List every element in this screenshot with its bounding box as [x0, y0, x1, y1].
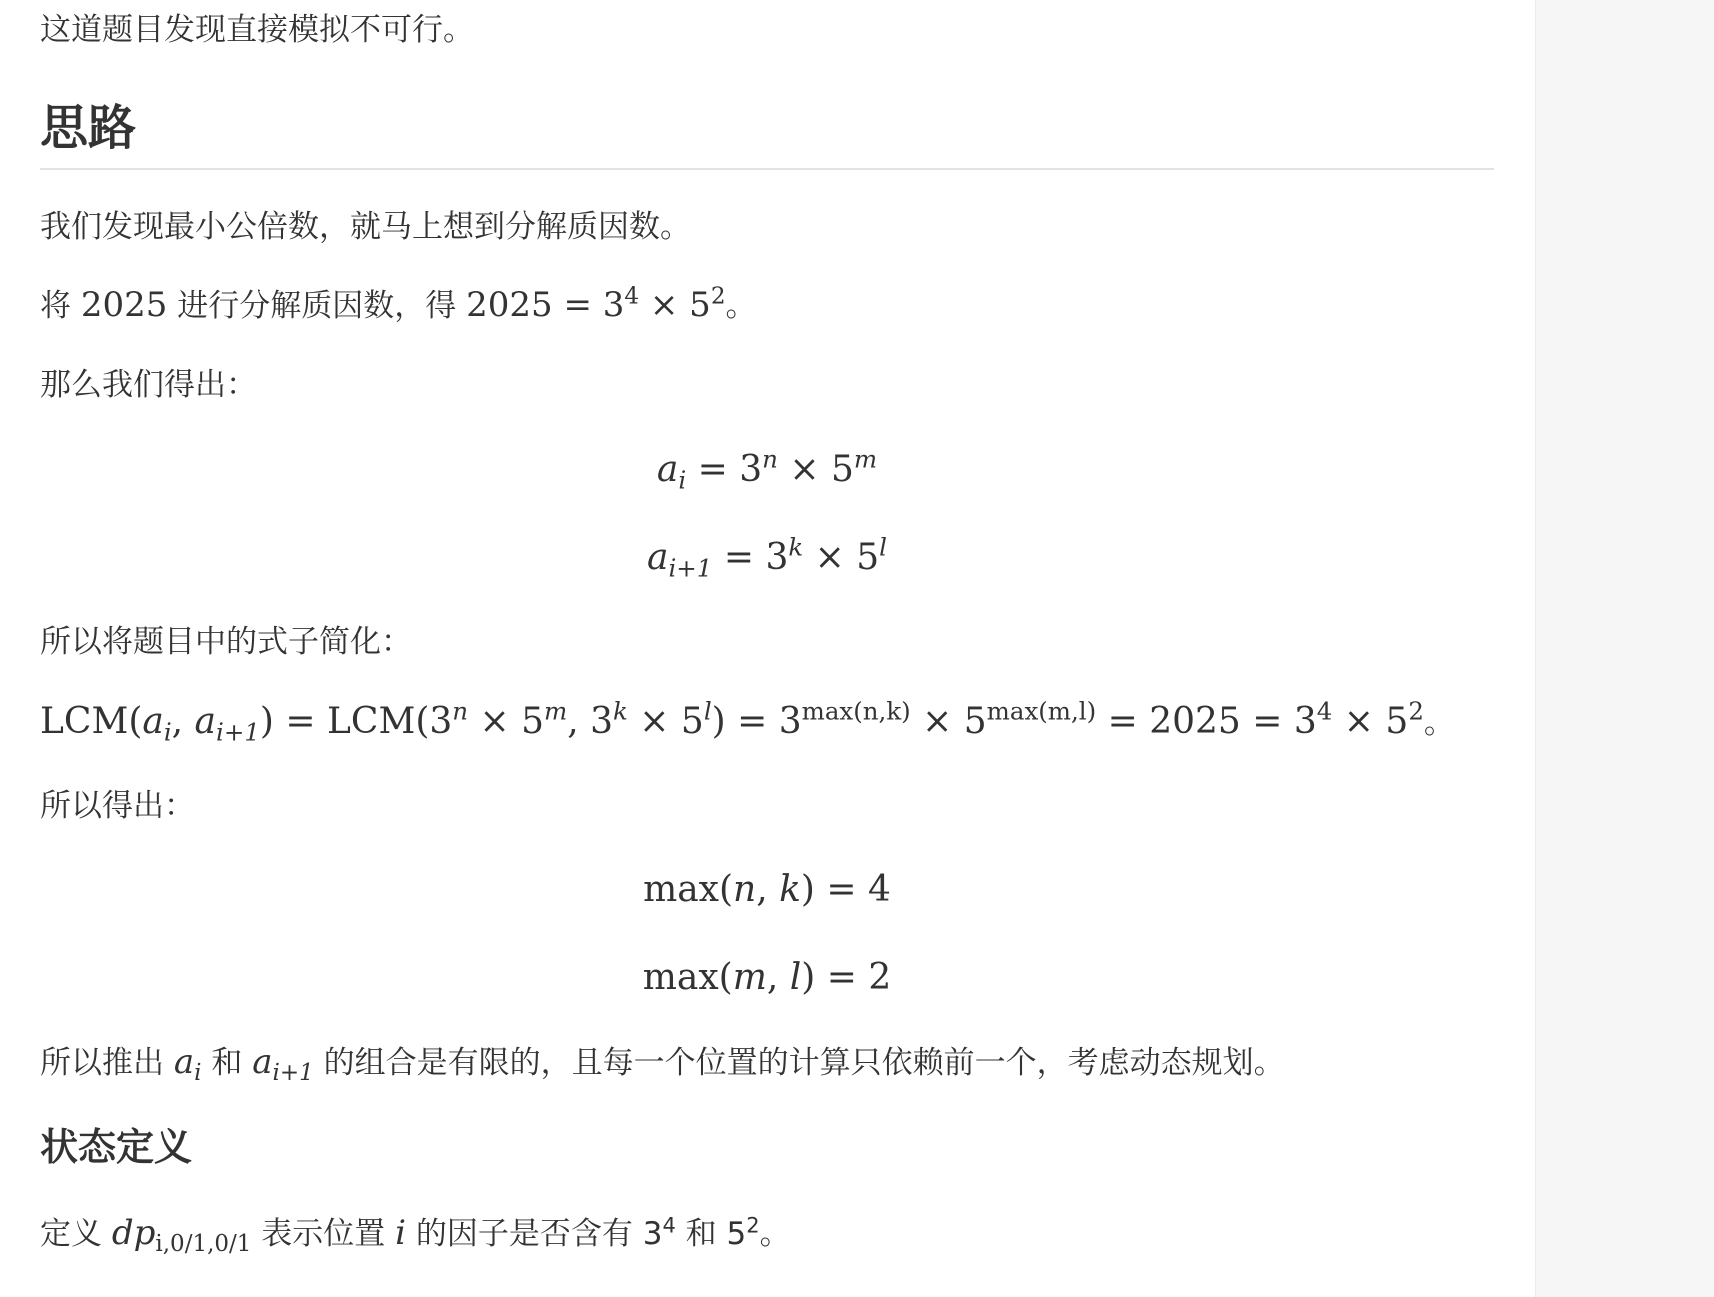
- intro-paragraph: [40, 10, 474, 50]
- dp-idea-t1: 所以推出: [40, 1045, 174, 1081]
- dp-idea-t3: 的组合是有限的，且每一个位置的计算只依赖前一个，考虑动态规划。: [313, 1045, 1285, 1081]
- factor-exp-4: 4: [624, 283, 640, 310]
- lcm-exp-4: 4: [1316, 696, 1333, 726]
- lcm-exp-2: 2: [1408, 696, 1424, 726]
- paragraph-derive-text: 那么我们得出：: [40, 367, 257, 403]
- lcm-a2-sub: i+1: [216, 717, 260, 747]
- lcm-exp-k: k: [613, 696, 628, 726]
- eq3-comma: ,: [756, 869, 780, 910]
- paragraph-conclude-text: 所以得出：: [40, 788, 195, 824]
- intro-text: 这道题目发现直接模拟不可行。: [40, 12, 474, 48]
- eq4-comma: ,: [766, 957, 790, 998]
- state-def-i: i: [395, 1213, 406, 1253]
- factor-prefix: 将: [40, 288, 81, 324]
- eq1-lhs: a: [656, 449, 679, 490]
- state-def-exp-2: 2: [746, 1213, 760, 1238]
- factor-suffix: 。: [725, 288, 757, 324]
- state-def-t5: 。: [759, 1216, 791, 1252]
- eq2-rel: = 3: [712, 537, 789, 578]
- paragraph-simplify-text: 所以将题目中的式子简化：: [40, 624, 412, 660]
- lcm-comma: ,: [171, 701, 195, 742]
- lcm-part4: , 3: [567, 701, 614, 742]
- factor-exp-2: 2: [710, 283, 726, 310]
- state-def-three: 3: [642, 1216, 663, 1252]
- lcm-part6: ) = 3: [711, 701, 802, 742]
- state-def-dp: dp: [111, 1213, 156, 1253]
- lcm-a: a: [142, 701, 164, 742]
- eq4-m: m: [732, 957, 767, 998]
- lcm-exp-maxml: max(m,l): [986, 696, 1097, 726]
- eq2-lhs: a: [647, 537, 669, 578]
- lcm-exp-n: n: [452, 696, 469, 726]
- eq1-times: × 5: [777, 449, 854, 490]
- paragraph-derive: [40, 365, 257, 405]
- eq2-sub: [668, 553, 712, 582]
- eq3-n: n: [733, 869, 757, 910]
- paragraph-conclude: [40, 786, 195, 826]
- eq3-fn: max(: [643, 869, 734, 910]
- right-sidebar: [1535, 0, 1714, 1297]
- state-def-t4: 和: [675, 1216, 727, 1252]
- state-def-t3: 的因子是否含有: [406, 1216, 643, 1252]
- paragraph-lcm-idea-text: 我们发现最小公倍数，就马上想到分解质因数。: [40, 209, 691, 245]
- lcm-part1: LCM(: [40, 701, 143, 742]
- dp-idea-a: a: [173, 1042, 195, 1082]
- eq1-exp-m: m: [853, 444, 878, 474]
- lcm-part3: × 5: [468, 701, 545, 742]
- heading-divider: [40, 168, 1494, 170]
- state-def-five: 5: [726, 1216, 747, 1252]
- factor-number: 2025: [80, 285, 168, 325]
- lcm-part9: × 5: [1332, 701, 1409, 742]
- lcm-exp-m: m: [544, 696, 568, 726]
- paragraph-dp-idea: [40, 1042, 1285, 1093]
- factor-times: × 5: [639, 285, 711, 325]
- eq4-rest: ) = 2: [801, 957, 892, 998]
- lcm-a-sub: i: [163, 717, 172, 747]
- paragraph-factorization: [40, 285, 757, 326]
- lcm-part2: ) = LCM(3: [259, 701, 453, 742]
- eq3-k: k: [779, 869, 801, 910]
- lcm-exp-maxnk: max(n,k): [801, 696, 911, 726]
- factor-mid: 进行分解质因数，得: [167, 288, 467, 324]
- dp-idea-a2: a: [252, 1042, 273, 1082]
- eq4-fn: max(: [642, 957, 733, 998]
- state-def-t1: 定义: [40, 1216, 112, 1252]
- eq3-rest: ) = 4: [800, 869, 891, 910]
- dp-idea-a2-sub: i+1: [272, 1060, 314, 1087]
- dp-idea-a-sub: i: [194, 1060, 202, 1087]
- section-heading-state-definition: 状态定义: [40, 1125, 193, 1169]
- state-def-exp-4: 4: [662, 1213, 676, 1238]
- equation-max-nk: [40, 868, 1494, 912]
- lcm-part5: × 5: [627, 701, 704, 742]
- eq2-times: × 5: [803, 537, 880, 578]
- equation-ai: [40, 444, 1494, 495]
- eq1-rel: = 3: [686, 449, 763, 490]
- equation-max-ml: [40, 956, 1494, 1000]
- lcm-part8: = 2025 = 3: [1096, 701, 1317, 742]
- eq2-exp-k: k: [788, 532, 804, 562]
- section-heading-approach: 思路: [40, 100, 137, 156]
- eq1-exp-n: n: [762, 444, 778, 474]
- lcm-exp-l: l: [703, 696, 712, 726]
- lcm-a2: a: [194, 701, 217, 742]
- paragraph-state-def: [40, 1213, 791, 1264]
- lcm-part7: × 5: [910, 701, 987, 742]
- lcm-end: 。: [1423, 705, 1455, 741]
- paragraph-simplify: [40, 622, 412, 662]
- eq1-sub: i: [678, 465, 687, 495]
- state-def-t2: 表示位置: [251, 1216, 396, 1252]
- equation-ai1: [40, 532, 1494, 583]
- factor-expression: [466, 285, 725, 325]
- dp-idea-t2: 和: [201, 1045, 253, 1081]
- eq2-exp-l: l: [879, 532, 887, 562]
- eq4-l: l: [789, 957, 802, 998]
- eq2-sub-text: i+1: [668, 553, 713, 583]
- lcm-equation: [40, 696, 1455, 747]
- factor-expr-base: 2025 = 3: [466, 285, 625, 325]
- state-def-dp-sub: i,0/1,0/1: [155, 1231, 252, 1258]
- paragraph-lcm-idea: [40, 207, 691, 247]
